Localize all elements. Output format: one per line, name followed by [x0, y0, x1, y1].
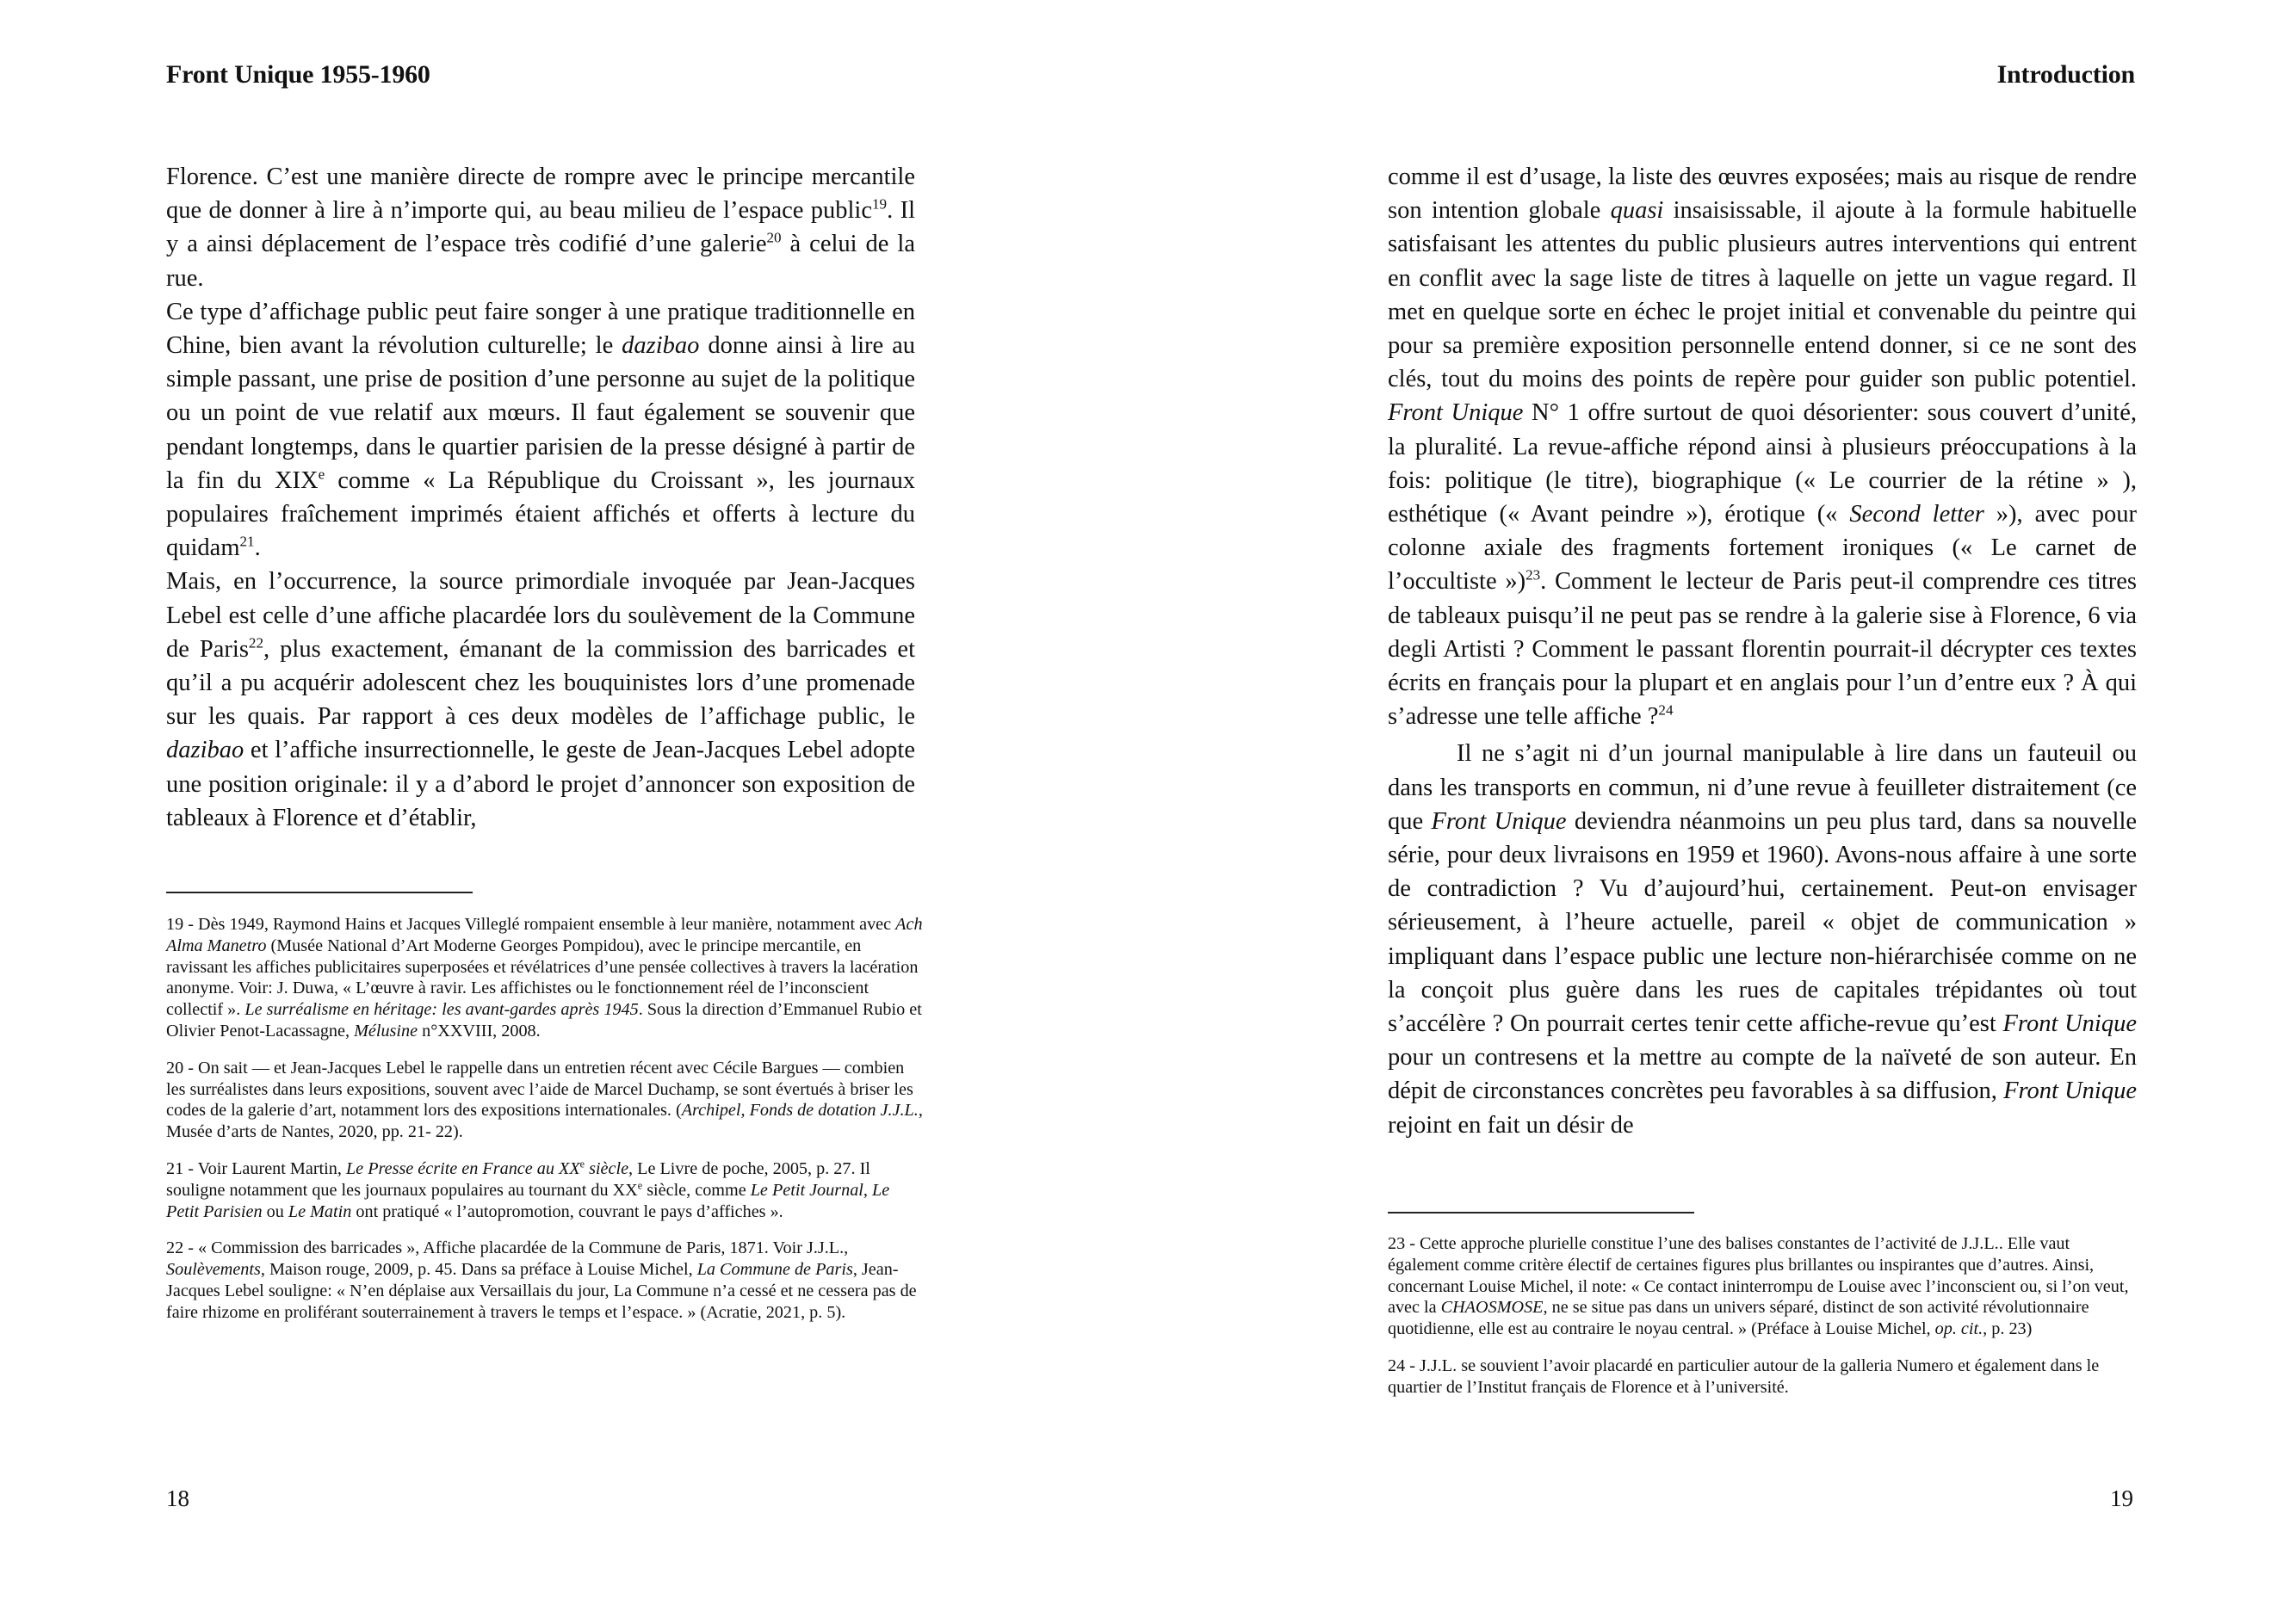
footnote-ref: e — [579, 1158, 585, 1170]
footnote-separator — [166, 892, 473, 893]
footnote-ref: e — [318, 466, 325, 483]
footnote-23: 23 - Cette approche plurielle constitue l’une des balises constantes de l’activité de J.J.L.. Elle vaut également comme critère électif de certaines figures plus brillantes ou inspirantes que d’autres. Ainsi, concernant Louise Michel, il note: « Ce contact ininterrompu de Louise avec l’inconscient ou, si l’on veut, avec la CHAOSMOSE, ne se situe pas dans un univers séparé, distinct de son activité révolutionnaire quotidienne, elle est au contraire le noyau central. » (Préface à Louise Michel, op. cit., p. 23) — [1388, 1234, 2129, 1339]
footnotes — [166, 914, 924, 1339]
page-number: 19 — [2110, 1485, 2133, 1511]
body-text — [166, 160, 915, 835]
running-head: Front Unique 1955-1960 — [166, 60, 430, 89]
footnote-ref: 22 — [248, 634, 264, 652]
paragraph: Mais, en l’occurrence, la source primordiale invoquée par Jean-Jacques Lebel est celle d’une affiche placardée lors du soulèvement de la Commune de Paris$^{22}$, plus exactement, émanant de la commission des barricades et qu’il a pu acquérir adolescent chez les bouquinistes lors d’une promenade sur les quais. Par rapport à ces deux modèles de l’affichage public, le dazibao et l’affiche insurrectionnelle, le geste de Jean-Jacques Lebel adopte une position originale: il y a d’abord le projet d’annoncer son exposition de tableaux à Florence et d’établir, — [166, 568, 916, 831]
footnote-ref: 23 — [1526, 566, 1541, 584]
footnotes — [1388, 1233, 2145, 1414]
paragraph: Florence. C’est une manière directe de rompre avec le principe mercantile que de donner à lire à n’importe qui, au beau milieu de l’espace public$^{19}$. Il y a ainsi déplacement de l’espace très codifié d’une galerie$^{20}$ à celui de la rue. — [166, 164, 915, 292]
footnote-21: 21 - Voir Laurent Martin, Le Presse écrite en France au XXe siècle, Le Livre de poche, 2005, p. 27. Il souligne notamment que les journaux populaires au tournant du XXe siècle, comme Le Petit Journal, Le Petit Parisien ou Le Matin ont pratiqué « l’autopromotion, couvrant le pays d’affiches ». — [166, 1158, 890, 1221]
footnote-20: 20 - On sait — et Jean-Jacques Lebel le rappelle dans un entretien récent avec Cécile Bargues — combien les surréalistes dans leurs expositions, souvent avec l’aide de Marcel Duchamp, se sont évertués à briser les codes de la galerie d’art, notamment lors des expositions internationales. (Archipel, Fonds de dotation J.J.L., Musée d’arts de Nantes, 2020, pp. 21- 22). — [166, 1058, 923, 1142]
footnote-ref: 19 — [872, 195, 888, 213]
running-head: Introduction — [1996, 60, 2135, 89]
body-text — [1388, 160, 2137, 1142]
footnote-24: 24 - J.J.L. se souvient l’avoir placardé en particulier autour de la galleria Numero et également dans le quartier de l’Institut français de Florence et à l’université. — [1388, 1356, 2100, 1397]
footnote-ref: 24 — [1658, 701, 1674, 719]
footnote-19: 19 - Dès 1949, Raymond Hains et Jacques Villeglé rompaient ensemble à leur manière, notamment avec Ach Alma Manetro (Musée National d’Art Moderne Georges Pompidou), avec le principe mercantile, en ravissant les affiches publicitaires superposées et révélatrices d’une pensée collectives à travers la lacération anonyme. Voir: J. Duwa, « L’œuvre à ravir. Les affichistes ou le fonctionnement réel de l’inconscient collectif ». Le surréalisme en héritage: les avant-gardes après 1945. Sous la direction d’Emmanuel Rubio et Olivier Penot-Lacassagne, Mélusine n°XXVIII, 2008. — [166, 915, 923, 1041]
footnote-ref: 20 — [766, 229, 782, 246]
footnote-separator — [1388, 1212, 1694, 1214]
paragraph: comme il est d’usage, la liste des œuvres exposées; mais au risque de rendre son intention globale quasi insaisissable, il ajoute à la formule habituelle satisfaisant les attentes du public plusieurs autres interventions qui entrent en conflit avec la sage liste de titres à laquelle on jette un vague regard. Il met en quelque sorte en échec le projet initial et convenable du peintre qui pour sa première exposition personnelle entend donner, si ce ne sont des clés, tout du moins des points de repère pour guider son public potentiel. Front Unique N° 1 offre surtout de quoi désorienter: sous couvert d’unité, la pluralité. La revue-affiche répond ainsi à plusieurs préoccupations à la fois: politique (le titre), biographique (« Le courrier de la rétine » ), esthétique (« Avant peindre »), érotique (« Second letter »), avec pour colonne axiale des fragments fortement ironiques (« Le carnet de l’occultiste »)$^{23}$. Comment le lecteur de Paris peut-il comprendre ces titres de tableaux puisqu’il ne peut pas se rendre à la galerie sise à Florence, 6 via degli Artisti ? Comment le passant florentin pourrait-il décrypter ces textes écrits en français pour la plupart et en anglais pour l’un d’entre eux ? À qui s’adresse une telle affiche ?$^{24}$ — [1388, 164, 2137, 731]
footnote-ref: 21 — [239, 533, 255, 550]
footnote-ref: e — [637, 1179, 643, 1192]
right-page — [1148, 0, 2296, 1618]
paragraph: Ce type d’affichage public peut faire songer à une pratique traditionnelle en Chine, bien avant la révolution culturelle; le dazibao donne ainsi à lire au simple passant, une prise de position d’une personne au sujet de la politique ou un point de vue relatif aux mœurs. Il faut également se souvenir que pendant longtemps, dans le quartier parisien de la presse désigné à partir de la fin du XIXe comme « La République du Croissant », les journaux populaires fraîchement imprimés étaient affichés et offerts à lecture du quidam$^{21}$. — [166, 298, 915, 562]
page-number: 18 — [166, 1485, 189, 1511]
paragraph: Il ne s’agit ni d’un journal manipulable à lire dans un fauteuil ou dans les transports en commun, ni d’une revue à feuilleter distraitement (ce que Front Unique deviendra néanmoins un peu plus tard, dans sa nouvelle série, pour deux livraisons en 1959 et 1960). Avons-nous affaire à une sorte de contradiction ? Vu d’aujourd’hui, certainement. Peut-on envisager sérieusement, à l’heure actuelle, pareil « objet de communication » impliquant dans l’espace public une lecture non-hiérarchisée comme on ne la conçoit plus guère dans les rues de capitales trépidantes où tout s’accélère ? On pourrait certes tenir cette affiche-revue qu’est Front Unique pour un contresens et la mettre au compte de la naïveté de son auteur. En dépit de circonstances concrètes peu favorables à sa diffusion, Front Unique rejoint en fait un désir de — [1388, 740, 2138, 1139]
footnote-22: 22 - « Commission des barricades », Affiche placardée de la Commune de Paris, 1871. Voir J.J.L., Soulèvements, Maison rouge, 2009, p. 45. Dans sa préface à Louise Michel, La Commune de Paris, Jean-Jacques Lebel souligne: « N’en déplaise aux Versaillais du jour, La Commune n’a cessé et ne cessera pas de faire rhizome en proliférant souterrainement à travers le temps et l’espace. » (Acratie, 2021, p. 5). — [166, 1238, 917, 1322]
